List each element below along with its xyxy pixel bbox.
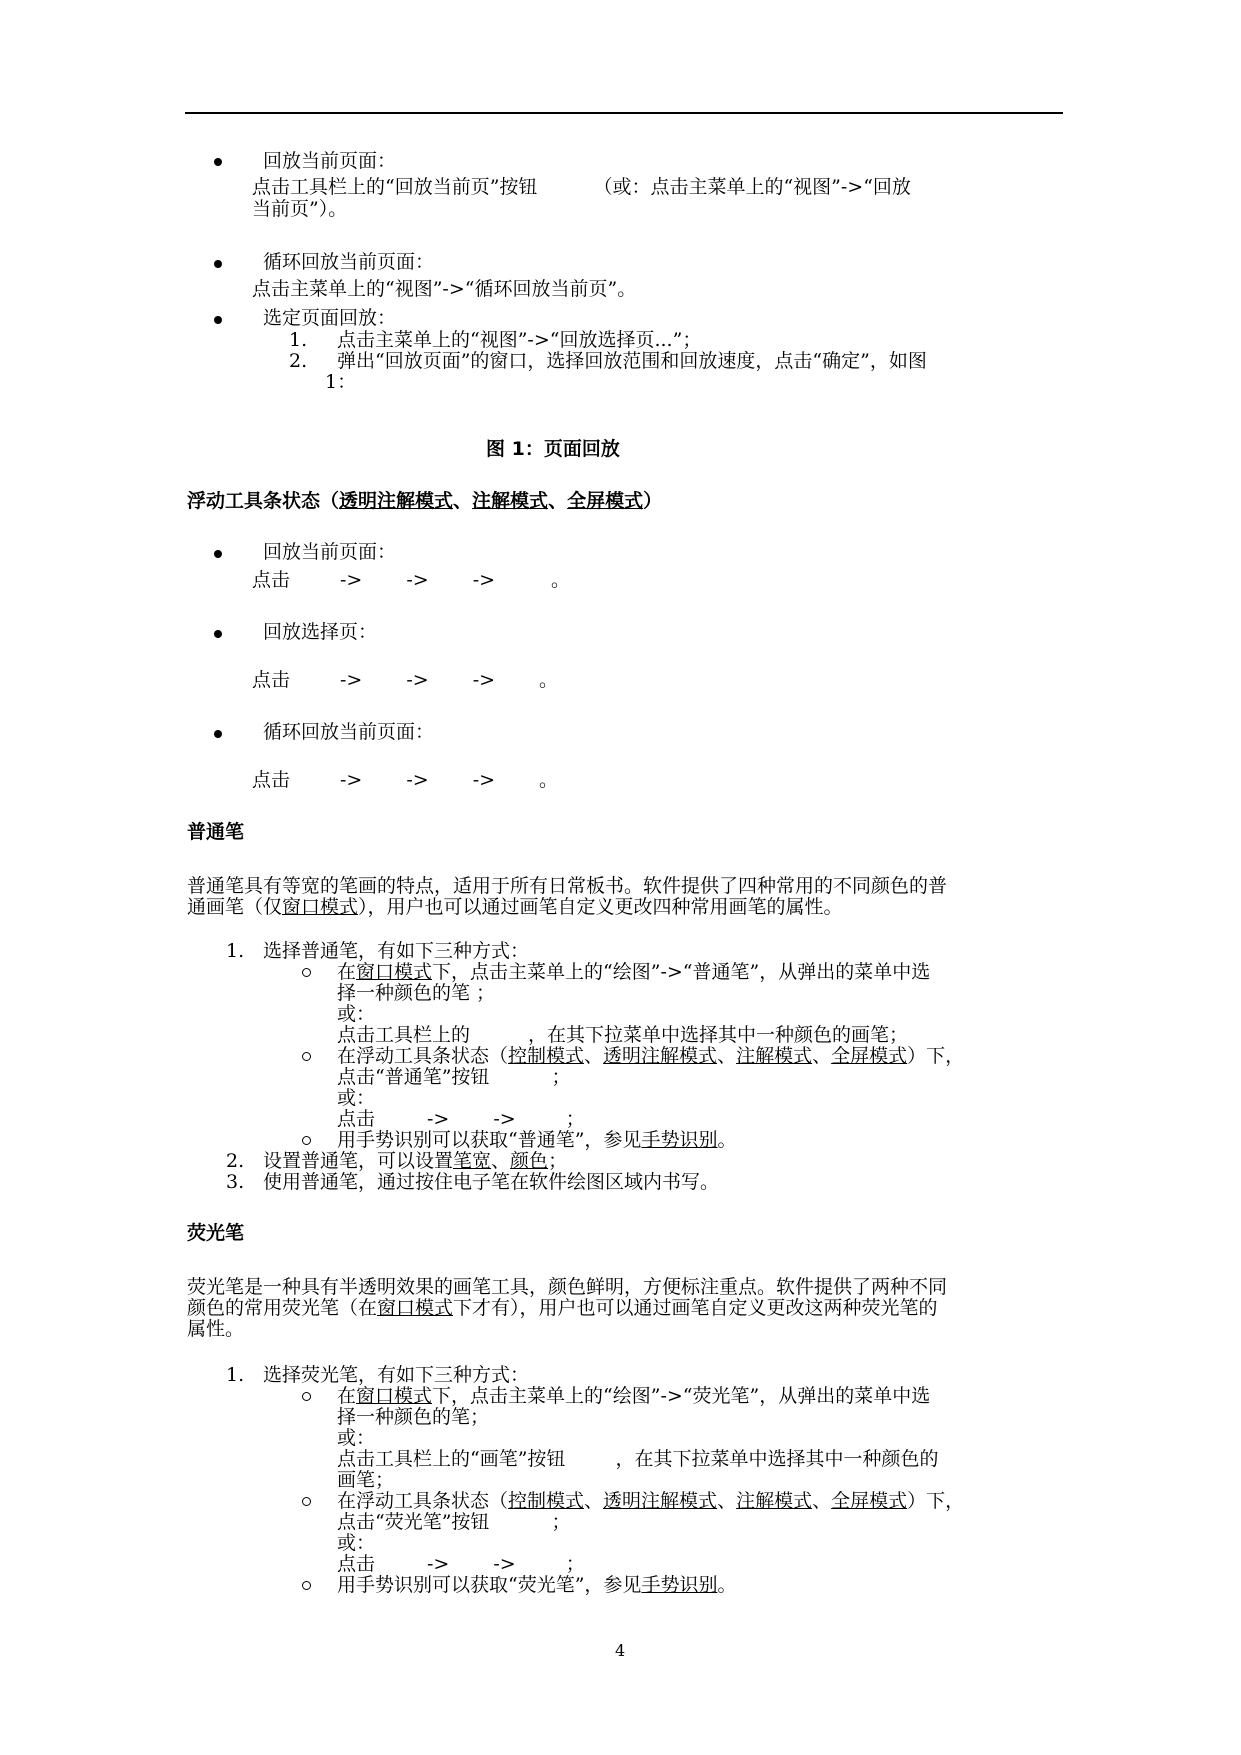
or-label: 或： [337, 1427, 376, 1449]
link-annotation-mode[interactable]: 注解模式 [472, 490, 549, 512]
list-number: 3. [226, 1171, 245, 1193]
float-loop-title: 循环回放当前页面： [263, 721, 435, 743]
click-path [252, 769, 558, 791]
link-fullscreen-mode[interactable]: 全屏模式 [831, 1490, 908, 1512]
arrow: -> [406, 669, 429, 691]
text: 、 [548, 490, 568, 512]
arrow: -> [427, 1108, 450, 1130]
text: ）下， [907, 1045, 965, 1067]
text: 。 [717, 1574, 737, 1596]
arrow: -> [427, 1553, 450, 1575]
click-path [252, 569, 570, 591]
sub-bullet [302, 1392, 311, 1401]
text: 、 [584, 1490, 604, 1512]
link-annotation-mode[interactable]: 注解模式 [736, 1490, 813, 1512]
text: 。 [539, 769, 559, 791]
link-transparent-annotation-mode[interactable]: 透明注解模式 [339, 490, 454, 512]
highlighter-way-1d [337, 1448, 938, 1470]
header-rule [185, 112, 1063, 114]
arrow: -> [472, 669, 496, 691]
float-toolbar-heading [187, 490, 662, 512]
text: 、 [717, 1490, 737, 1512]
link-window-mode[interactable]: 窗口模式 [356, 1385, 433, 1407]
sub-bullet [302, 1497, 311, 1506]
replay-current-title: 回放当前页面： [263, 150, 397, 172]
text: 点击 [337, 1108, 376, 1130]
arrow: -> [340, 669, 363, 691]
text: 。 [717, 1129, 737, 1151]
link-transparent-annotation-mode[interactable]: 透明注解模式 [603, 1045, 718, 1067]
link-window-mode[interactable]: 窗口模式 [377, 1297, 454, 1319]
normal-pen-para-2 [187, 896, 843, 918]
text: 浮动工具条状态（ [187, 490, 340, 512]
bullet [214, 730, 222, 738]
loop-replay-text: 点击主菜单上的“视图”->“循环回放当前页”。 [252, 278, 637, 300]
text: 。 [539, 669, 559, 691]
list-number: 1. [289, 329, 308, 351]
normal-pen-way-3 [337, 1129, 736, 1151]
normal-pen-way-1b: 择一种颜色的笔 ； [337, 982, 496, 1004]
link-gesture-recognition[interactable]: 手势识别 [641, 1574, 718, 1596]
normal-pen-step-2 [263, 1150, 567, 1172]
text: 点击工具栏上的 [337, 1024, 471, 1046]
highlighter-way-2 [337, 1490, 964, 1512]
text: 点击 [252, 569, 291, 591]
arrow: -> [406, 569, 429, 591]
highlighter-para-3: 属性。 [187, 1318, 245, 1340]
list-number: 1. [226, 940, 245, 962]
link-fullscreen-mode[interactable]: 全屏模式 [831, 1045, 908, 1067]
arrow: -> [406, 769, 429, 791]
text: 、 [812, 1490, 832, 1512]
text: 下才有），用户也可以通过画笔自定义更改这两种荧光笔的 [453, 1297, 938, 1319]
link-control-mode[interactable]: 控制模式 [508, 1045, 585, 1067]
float-replay-select-title: 回放选择页： [263, 621, 378, 643]
replay-current-text [252, 176, 911, 198]
highlighter-way-1b: 择一种颜色的笔； [337, 1406, 490, 1428]
replay-current-text-2: 当前页”）。 [252, 198, 348, 220]
select-replay-step-1: 点击主菜单上的“视图”->“回放选择页...”； [337, 329, 702, 351]
text: 、 [812, 1045, 832, 1067]
normal-pen-step-1: 选择普通笔，有如下三种方式： [263, 940, 530, 962]
normal-pen-step-3: 使用普通笔，通过按住电子笔在软件绘图区域内书写。 [263, 1171, 720, 1193]
click-path [252, 669, 558, 691]
text: 、 [584, 1045, 604, 1067]
click-path [337, 1553, 585, 1575]
link-window-mode[interactable]: 窗口模式 [282, 896, 359, 918]
text: 在 [337, 1385, 357, 1407]
list-number: 1. [226, 1364, 245, 1386]
text: 、 [491, 1150, 511, 1172]
text: （或：点击主菜单上的“视图”->“回放 [593, 176, 911, 198]
link-transparent-annotation-mode[interactable]: 透明注解模式 [603, 1490, 718, 1512]
normal-pen-way-1 [337, 961, 930, 983]
arrow: -> [472, 569, 496, 591]
text: ； [548, 1150, 568, 1172]
arrow: -> [472, 769, 496, 791]
sub-bullet [302, 1136, 311, 1145]
normal-pen-way-2b [337, 1066, 570, 1088]
page-number: 4 [615, 1641, 626, 1660]
arrow: -> [340, 769, 363, 791]
or-label: 或： [337, 1532, 376, 1554]
text: 用手势识别可以获取“普通笔”，参见 [337, 1129, 642, 1151]
link-fullscreen-mode[interactable]: 全屏模式 [567, 490, 644, 512]
highlighter-way-1e: 画笔； [337, 1469, 395, 1491]
link-window-mode[interactable]: 窗口模式 [356, 961, 433, 983]
link-pen-width[interactable]: 笔宽 [453, 1150, 492, 1172]
highlighter-step-1: 选择荧光笔，有如下三种方式： [263, 1364, 530, 1386]
sub-bullet [302, 1052, 311, 1061]
bullet [214, 260, 222, 268]
normal-pen-heading: 普通笔 [187, 821, 245, 843]
text: ），用户也可以通过画笔自定义更改四种常用画笔的属性。 [358, 896, 843, 918]
select-replay-step-2-cont: 1： [325, 371, 357, 393]
text: 下，点击主菜单上的“绘图”->“普通笔”，从弹出的菜单中选 [432, 961, 931, 983]
arrow: -> [493, 1553, 516, 1575]
highlighter-heading: 荧光笔 [187, 1222, 245, 1244]
link-control-mode[interactable]: 控制模式 [508, 1490, 585, 1512]
or-label: 或： [337, 1003, 376, 1025]
list-number: 2. [226, 1150, 245, 1172]
text: 点击 [337, 1553, 376, 1575]
text: ，在其下拉菜单中选择其中一种颜色的 [615, 1448, 939, 1470]
or-label: 或： [337, 1087, 376, 1109]
bullet [214, 316, 222, 324]
text: ） [643, 490, 663, 512]
text: 。 [551, 569, 571, 591]
text: 点击 [252, 669, 291, 691]
text: ； [565, 1108, 585, 1130]
text: ，在其下拉菜单中选择其中一种颜色的画笔； [528, 1024, 909, 1046]
highlighter-way-3 [337, 1574, 736, 1596]
figure-caption: 图 1：页面回放 [486, 438, 620, 460]
bullet [214, 630, 222, 638]
text: 颜色的常用荧光笔（在 [187, 1297, 378, 1319]
list-number: 2. [289, 350, 308, 372]
arrow: -> [340, 569, 363, 591]
text: 、 [717, 1045, 737, 1067]
highlighter-way-2b [337, 1511, 570, 1533]
text: 点击“荧光笔”按钮 [337, 1511, 490, 1533]
select-replay-step-2: 弹出“回放页面”的窗口，选择回放范围和回放速度，点击“确定”，如图 [337, 350, 927, 372]
highlighter-way-1 [337, 1385, 930, 1407]
loop-replay-title: 循环回放当前页面： [263, 251, 435, 273]
bullet [214, 158, 222, 166]
text: 在 [337, 961, 357, 983]
text: 通画笔（仅 [187, 896, 283, 918]
text: 点击工具栏上的“回放当前页”按钮 [252, 176, 538, 198]
normal-pen-way-1d [337, 1024, 908, 1046]
link-color[interactable]: 颜色 [510, 1150, 549, 1172]
text: 用手势识别可以获取“荧光笔”，参见 [337, 1574, 642, 1596]
link-gesture-recognition[interactable]: 手势识别 [641, 1129, 718, 1151]
sub-bullet [302, 968, 311, 977]
float-replay-current-title: 回放当前页面： [263, 541, 397, 563]
text: 在浮动工具条状态（ [337, 1045, 509, 1067]
bullet [214, 550, 222, 558]
normal-pen-way-2 [337, 1045, 964, 1067]
text: 在浮动工具条状态（ [337, 1490, 509, 1512]
click-path [337, 1108, 585, 1130]
text: 设置普通笔，可以设置 [263, 1150, 454, 1172]
normal-pen-para-1: 普通笔具有等宽的笔画的特点，适用于所有日常板书。软件提供了四种常用的不同颜色的普 [187, 875, 948, 897]
text: 下，点击主菜单上的“绘图”->“荧光笔”，从弹出的菜单中选 [432, 1385, 931, 1407]
select-replay-title: 选定页面回放： [263, 307, 397, 329]
link-annotation-mode[interactable]: 注解模式 [736, 1045, 813, 1067]
highlighter-para-2 [187, 1297, 938, 1319]
text: ； [551, 1511, 571, 1533]
text: 点击 [252, 769, 291, 791]
highlighter-para-1: 荧光笔是一种具有半透明效果的画笔工具，颜色鲜明，方便标注重点。软件提供了两种不同 [187, 1276, 948, 1298]
sub-bullet [302, 1581, 311, 1590]
text: 点击工具栏上的“画笔”按钮 [337, 1448, 566, 1470]
arrow: -> [493, 1108, 516, 1130]
text: ； [565, 1553, 585, 1575]
text: 点击“普通笔”按钮 [337, 1066, 490, 1088]
text: 、 [453, 490, 473, 512]
text: ）下， [907, 1490, 965, 1512]
text: ； [551, 1066, 571, 1088]
